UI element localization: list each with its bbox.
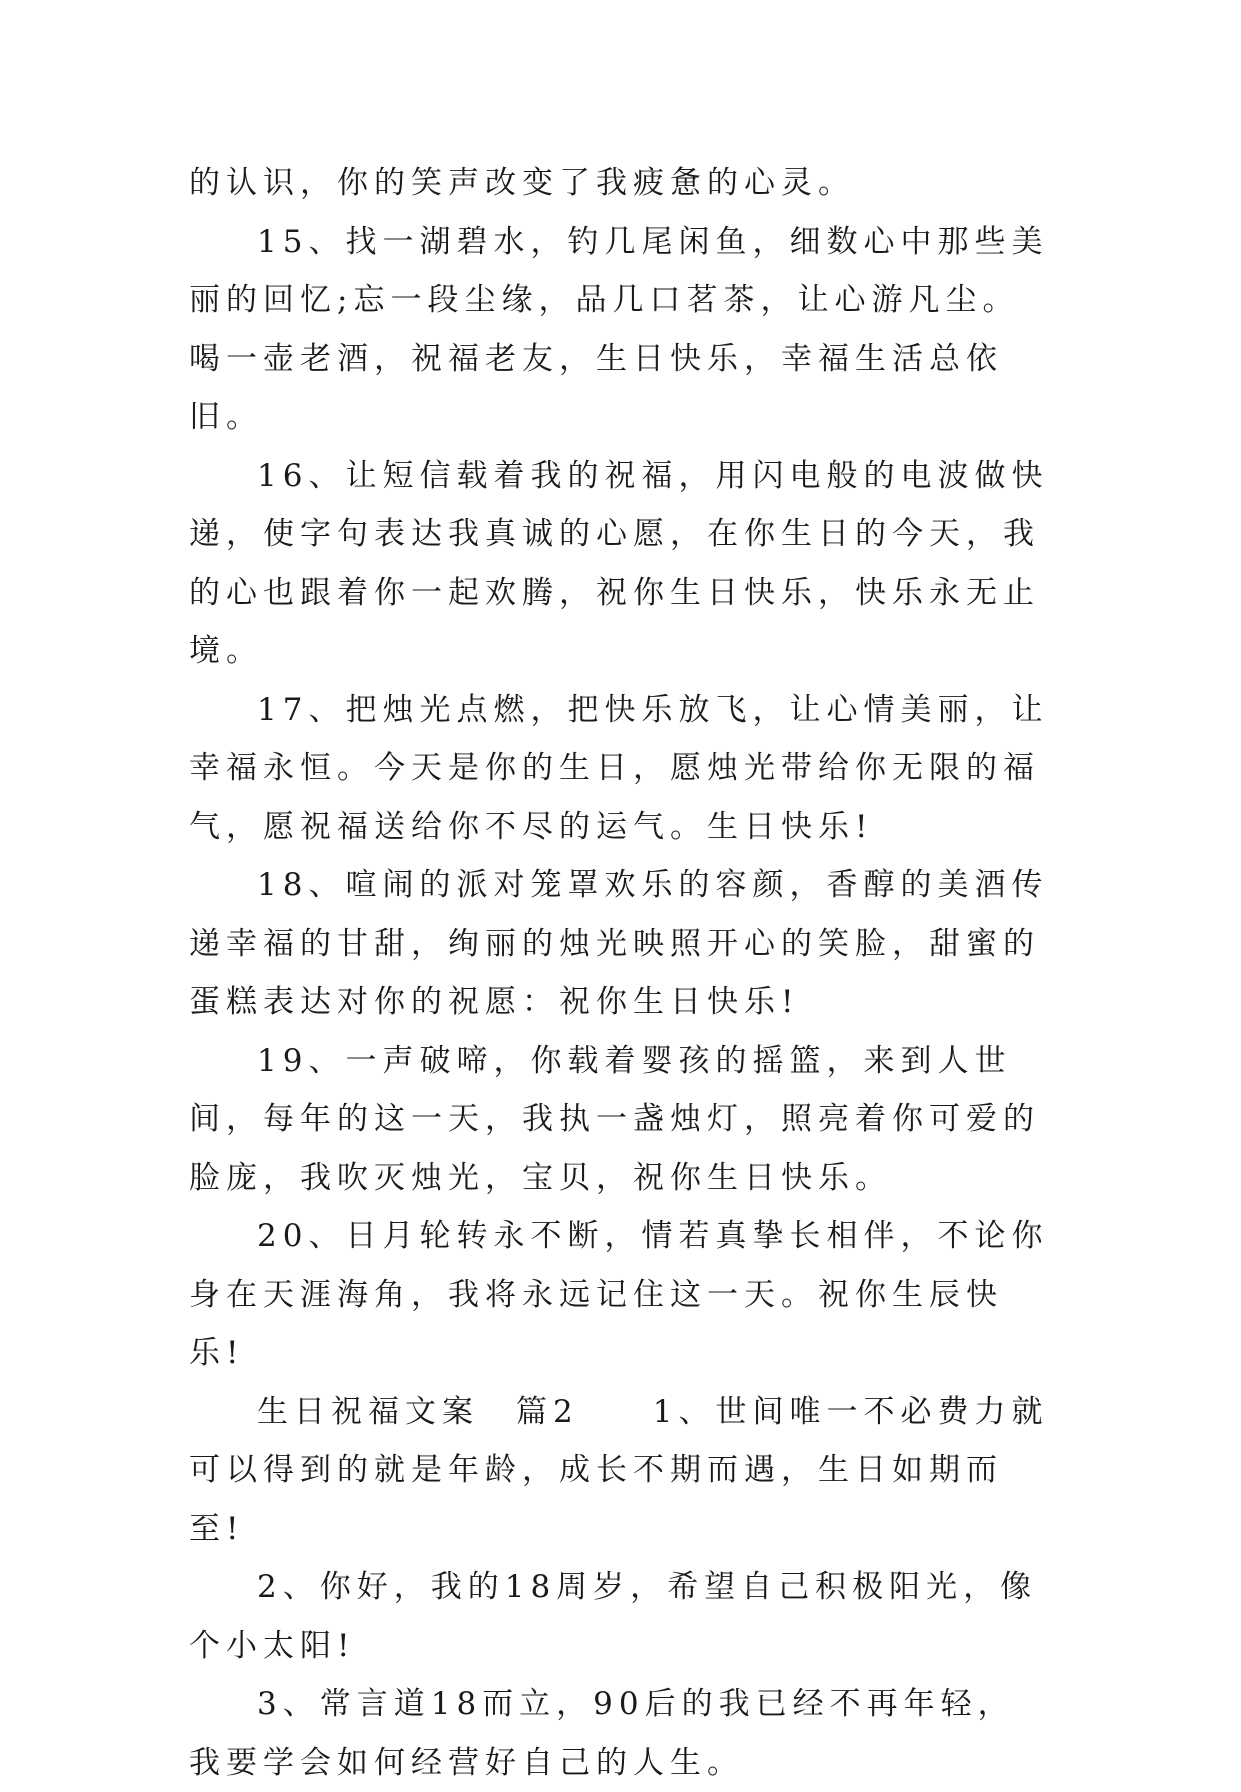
paragraph-16: 16、让短信载着我的祝福，用闪电般的电波做快递，使字句表达我真诚的心愿，在你生日的今天，我的心也跟着你一起欢腾，祝你生日快乐，快乐永无止境。 <box>189 457 1049 669</box>
paragraph-17: 17、把烛光点燃，把快乐放飞，让心情美丽，让幸福永恒。今天是你的生日，愿烛光带给你无限的福气，愿祝福送给你不尽的运气。生日快乐! <box>189 691 1049 845</box>
paragraph-2: 2、你好，我的18周岁，希望自己积极阳光，像个小太阳! <box>189 1569 1038 1664</box>
section-heading-paragraph: 生日祝福文案 篇2 1、世间唯一不必费力就可以得到的就是年龄，成长不期而遇，生日如期而至! <box>189 1393 1049 1547</box>
paragraph-3: 3、常言道18而立，90后的我已经不再年轻，我要学会如何经营好自己的人生。 <box>189 1686 1015 1781</box>
paragraph-20: 20、日月轮转永不断，情若真挚长相伴，不论你身在天涯海角，我将永远记住这一天。祝你生辰快乐! <box>189 1218 1049 1371</box>
paragraph-18: 18、喧闹的派对笼罩欢乐的容颜，香醇的美酒传递幸福的甘甜，绚丽的烛光映照开心的笑脸，甜蜜的蛋糕表达对你的祝愿：祝你生日快乐! <box>189 867 1049 1020</box>
document-body <box>189 154 1049 1792</box>
paragraph-19: 19、一声破啼，你载着婴孩的摇篮，来到人世间，每年的这一天，我执一盏烛灯，照亮着你可爱的脸庞，我吹灭烛光，宝贝，祝你生日快乐。 <box>189 1042 1040 1196</box>
paragraph-continuation: 的认识，你的笑声改变了我疲惫的心灵。 <box>189 165 855 201</box>
paragraph-15: 15、找一湖碧水，钓几尾闲鱼，细数心中那些美丽的回忆;忘一段尘缘，品几口茗茶，让心游凡尘。喝一壶老酒，祝福老友，生日快乐，幸福生活总依旧。 <box>189 223 1049 435</box>
